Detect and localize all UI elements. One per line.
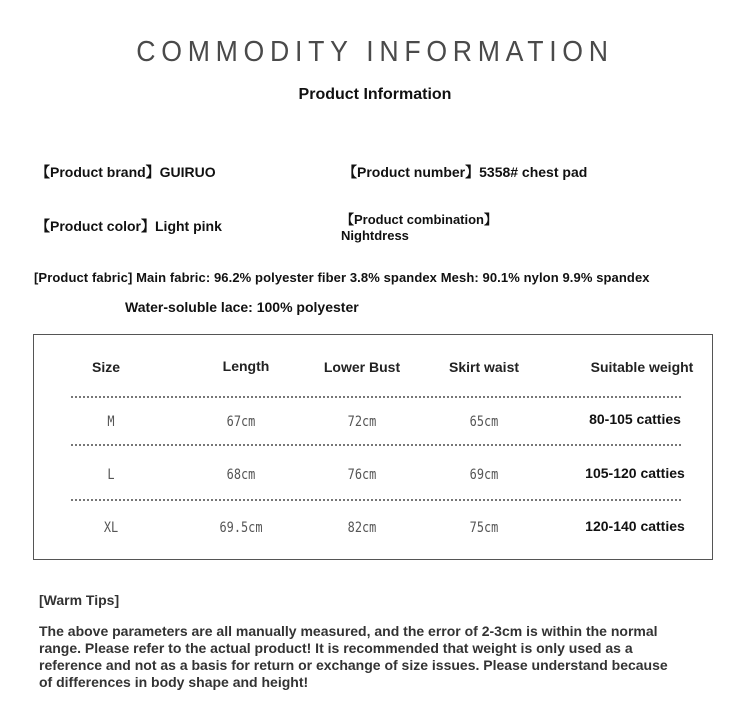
cell-lower-bust: 82cm	[347, 520, 377, 536]
product-brand: 【Product brand】GUIRUO	[36, 164, 216, 180]
cell-size: XL	[103, 520, 119, 536]
product-fabric-lace: Water-soluble lace: 100% polyester	[125, 299, 359, 315]
header-size: Size	[91, 359, 120, 375]
header-skirt-waist: Skirt waist	[448, 359, 520, 375]
header-lower-bust: Lower Bust	[323, 359, 401, 375]
size-table	[33, 334, 713, 560]
cell-lower-bust: 72cm	[347, 414, 377, 430]
row-divider	[71, 499, 681, 501]
cell-weight: 120-140 catties	[585, 518, 685, 534]
product-number: 【Product number】5358# chest pad	[343, 164, 588, 180]
cell-lower-bust: 76cm	[347, 467, 377, 483]
page-subtitle: Product Information	[298, 86, 452, 103]
cell-skirt-waist: 75cm	[469, 520, 499, 536]
cell-length: 68cm	[226, 467, 256, 483]
product-color: 【Product color】Light pink	[36, 218, 222, 234]
cell-size: M	[107, 414, 115, 430]
product-fabric: [Product fabric] Main fabric: 96.2% polyester fiber 3.8% spandex Mesh: 90.1% nylon 9.9% spandex	[34, 270, 650, 285]
warm-tips-body: The above parameters are all manually measured, and the error of 2-3cm is within the normal range. Please refer to the actual product! It is recommended that weight is only used as a reference and not as a basis for return or exchange of size issues. Please understand because of differences in body shape and height!	[39, 623, 668, 690]
cell-weight: 80-105 catties	[589, 411, 681, 427]
page-title: COMMODITY INFORMATION	[136, 36, 614, 68]
product-combination-value: Nightdress	[341, 228, 409, 243]
product-combination	[341, 212, 497, 244]
header-length: Length	[222, 358, 270, 374]
row-divider	[71, 444, 681, 446]
cell-size: L	[107, 467, 115, 483]
cell-skirt-waist: 69cm	[469, 467, 499, 483]
header-suitable-weight: Suitable weight	[590, 359, 694, 375]
cell-weight: 105-120 catties	[585, 465, 685, 481]
product-combination-label: 【Product combination】	[341, 212, 498, 227]
warm-tips-label: [Warm Tips]	[39, 592, 120, 608]
cell-skirt-waist: 65cm	[469, 414, 499, 430]
cell-length: 69.5cm	[219, 520, 263, 536]
row-divider	[71, 396, 681, 398]
cell-length: 67cm	[226, 414, 256, 430]
